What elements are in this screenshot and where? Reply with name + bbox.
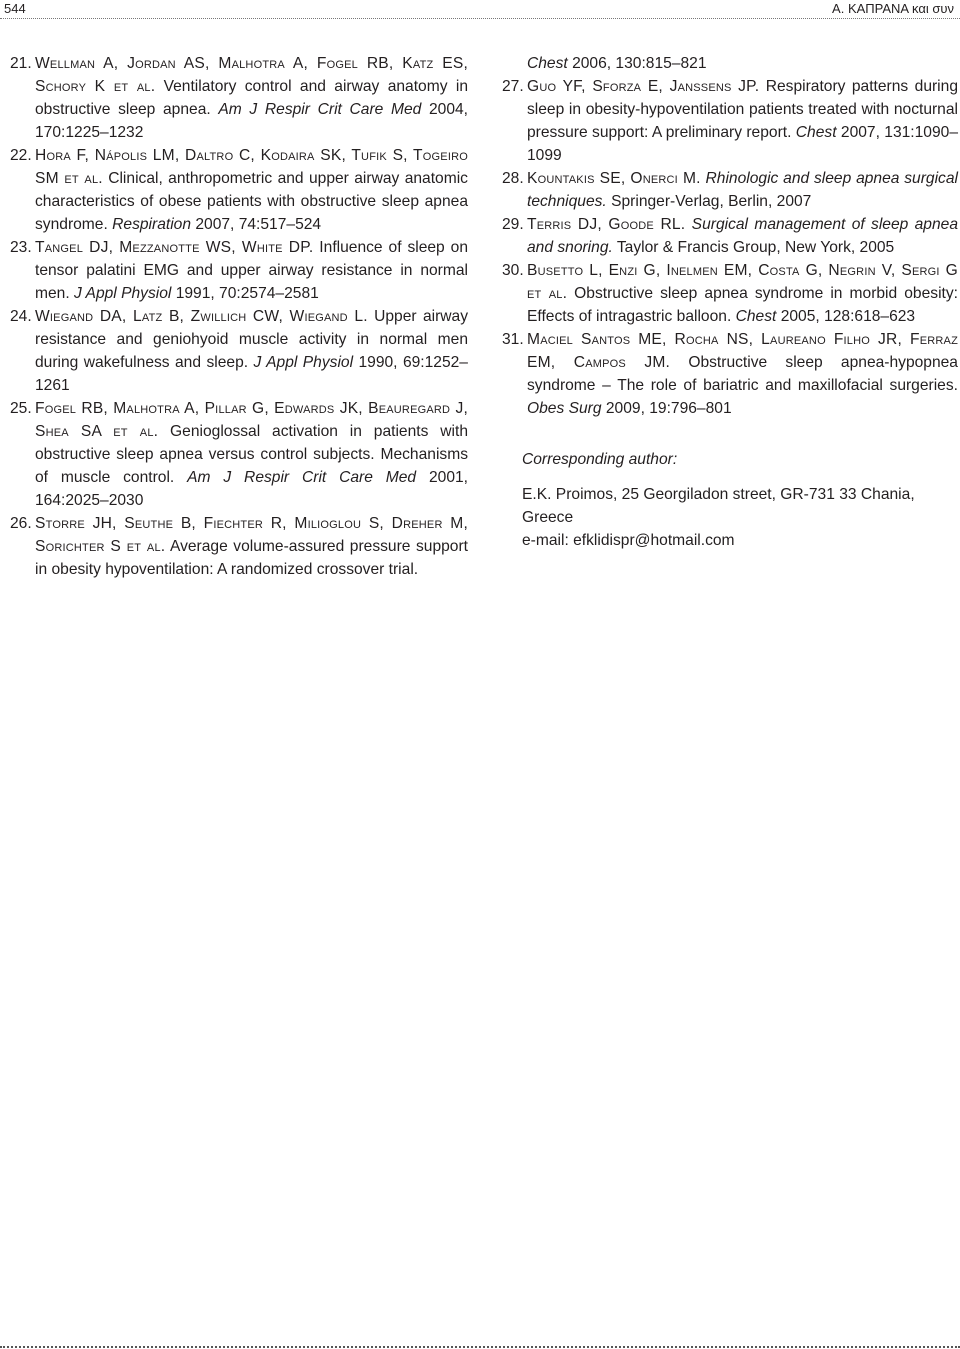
- reference-authors: Kountakis SE, Onerci M.: [527, 170, 701, 187]
- reference-authors: Busetto L, Enzi G, Inelmen EM, Costa G, Negrin V, Sergi G et al.: [527, 262, 958, 302]
- corresponding-heading: Corresponding author:: [522, 451, 678, 468]
- reference-authors: Wiegand DA, Latz B, Zwillich CW, Wiegand L.: [35, 308, 368, 325]
- header-rule: [0, 18, 960, 19]
- reference-item: [502, 167, 958, 213]
- page-header: [0, 0, 960, 20]
- reference-citation: 1991, 70:2574–2581: [171, 285, 319, 302]
- right-column: [502, 52, 958, 552]
- reference-title: Genioglossal activation in patients with obstructive sleep apnea versus control subjects. Mechanisms of muscle control.: [35, 423, 468, 486]
- reference-continuation: [502, 52, 958, 75]
- reference-number: 25.: [10, 400, 32, 417]
- reference-citation: 2009, 19:796–801: [601, 400, 732, 417]
- reference-citation: 1990, 69:1252–1261: [35, 354, 468, 394]
- reference-authors: Wellman A, Jordan AS, Malhotra A, Fogel RB, Katz ES, Schory K et al.: [35, 55, 468, 95]
- reference-item: [502, 259, 958, 328]
- left-column: [10, 52, 468, 581]
- reference-authors: Guo YF, Sforza E, Janssens JP.: [527, 78, 760, 95]
- corresponding-address: E.K. Proimos, 25 Georgiladon street, GR-731 33 Chania, Greece: [522, 486, 915, 526]
- reference-journal: Rhinologic and sleep apnea surgical techniques.: [527, 170, 958, 210]
- reference-number: 27.: [502, 78, 524, 95]
- reference-journal: Chest: [735, 308, 777, 325]
- reference-item: [10, 236, 468, 305]
- reference-citation: 2001, 164:2025–2030: [35, 469, 468, 509]
- reference-item: [502, 213, 958, 259]
- reference-item: [10, 305, 468, 397]
- reference-citation: 2006, 130:815–821: [567, 55, 707, 72]
- reference-authors: Storre JH, Seuthe B, Fiechter R, Milioglou S, Dreher M, Sorichter S et al.: [35, 515, 468, 555]
- footer-rule: [0, 1346, 960, 1348]
- reference-item: [10, 52, 468, 144]
- reference-number: 29.: [502, 216, 524, 233]
- reference-title: Average volume-assured pressure support in obesity hypoventilation: A randomized crossover trial.: [35, 538, 468, 578]
- reference-journal: Respiration: [112, 216, 192, 233]
- reference-title: Ventilatory control and airway anatomy in obstructive sleep apnea.: [35, 78, 468, 118]
- reference-journal: Chest: [527, 55, 568, 72]
- reference-title: Obstructive sleep apnea syndrome in morbid obesity: Effects of intragastric balloon.: [527, 285, 958, 325]
- reference-journal: Chest: [795, 124, 837, 141]
- reference-item: [502, 328, 958, 420]
- reference-citation: Springer-Verlag, Berlin, 2007: [606, 193, 812, 210]
- reference-title: Clinical, anthropometric and upper airway anatomic characteristics of obese patients with obstructive sleep apnea syndrome.: [35, 170, 468, 233]
- reference-journal: J Appl Physiol: [74, 285, 172, 302]
- reference-number: 31.: [502, 331, 524, 348]
- reference-journal: J Appl Physiol: [253, 354, 354, 371]
- reference-citation: 2004, 170:1225–1232: [35, 101, 469, 141]
- reference-journal: Surgical management of sleep apnea and snoring.: [527, 216, 958, 256]
- reference-authors: Terris DJ, Goode RL.: [527, 216, 686, 233]
- reference-citation: 2007, 131:1090–1099: [527, 124, 958, 164]
- reference-journal: Am J Respir Crit Care Med: [187, 469, 417, 486]
- running-head: Α. ΚΑΠΡΑΝΑ και συν: [832, 1, 954, 16]
- reference-title: Upper airway resistance and geniohyoid muscle activity in normal men during wakefulness and sleep.: [35, 308, 469, 371]
- reference-journal: Obes Surg: [527, 400, 602, 417]
- reference-title: Obstructive sleep apnea-hypopnea syndrome – The role of bariatric and maxillofacial surgeries.: [527, 354, 958, 394]
- reference-journal: Am J Respir Crit Care Med: [218, 101, 422, 118]
- reference-authors: Tangel DJ, Mezzanotte WS, White DP.: [35, 239, 314, 256]
- reference-authors: Hora F, Nápolis LM, Daltro C, Kodaira SK, Tufik S, Togeiro SM et al.: [35, 147, 468, 187]
- reference-citation: 2005, 128:618–623: [776, 308, 916, 325]
- reference-item: [502, 75, 958, 167]
- right-reference-list: [502, 75, 958, 420]
- reference-title: Respiratory patterns during sleep in obesity-hypoventilation patients treated with nocturnal pressure support: A preliminary report.: [527, 78, 958, 141]
- reference-citation: Taylor & Francis Group, New York, 2005: [612, 239, 895, 256]
- reference-citation: 2007, 74:517–524: [191, 216, 322, 233]
- reference-title: Influence of sleep on tensor palatini EMG and upper airway resistance in normal men.: [35, 239, 468, 302]
- reference-number: 24.: [10, 308, 32, 325]
- reference-number: 23.: [10, 239, 32, 256]
- reference-item: [10, 512, 468, 581]
- reference-number: 21.: [10, 55, 32, 72]
- reference-number: 26.: [10, 515, 32, 532]
- reference-authors: Maciel Santos ME, Rocha NS, Laureano Filho JR, Ferraz EM, Campos JM.: [527, 331, 958, 371]
- reference-number: 22.: [10, 147, 32, 164]
- corresponding-email: e-mail: efklidispr@hotmail.com: [522, 532, 735, 549]
- page-number: 544: [4, 1, 26, 16]
- reference-item: [10, 144, 468, 236]
- reference-number: 30.: [502, 262, 524, 279]
- reference-item: [10, 397, 468, 512]
- reference-number: 28.: [502, 170, 524, 187]
- reference-authors: Fogel RB, Malhotra A, Pillar G, Edwards JK, Beauregard J, Shea SA et al.: [35, 400, 468, 440]
